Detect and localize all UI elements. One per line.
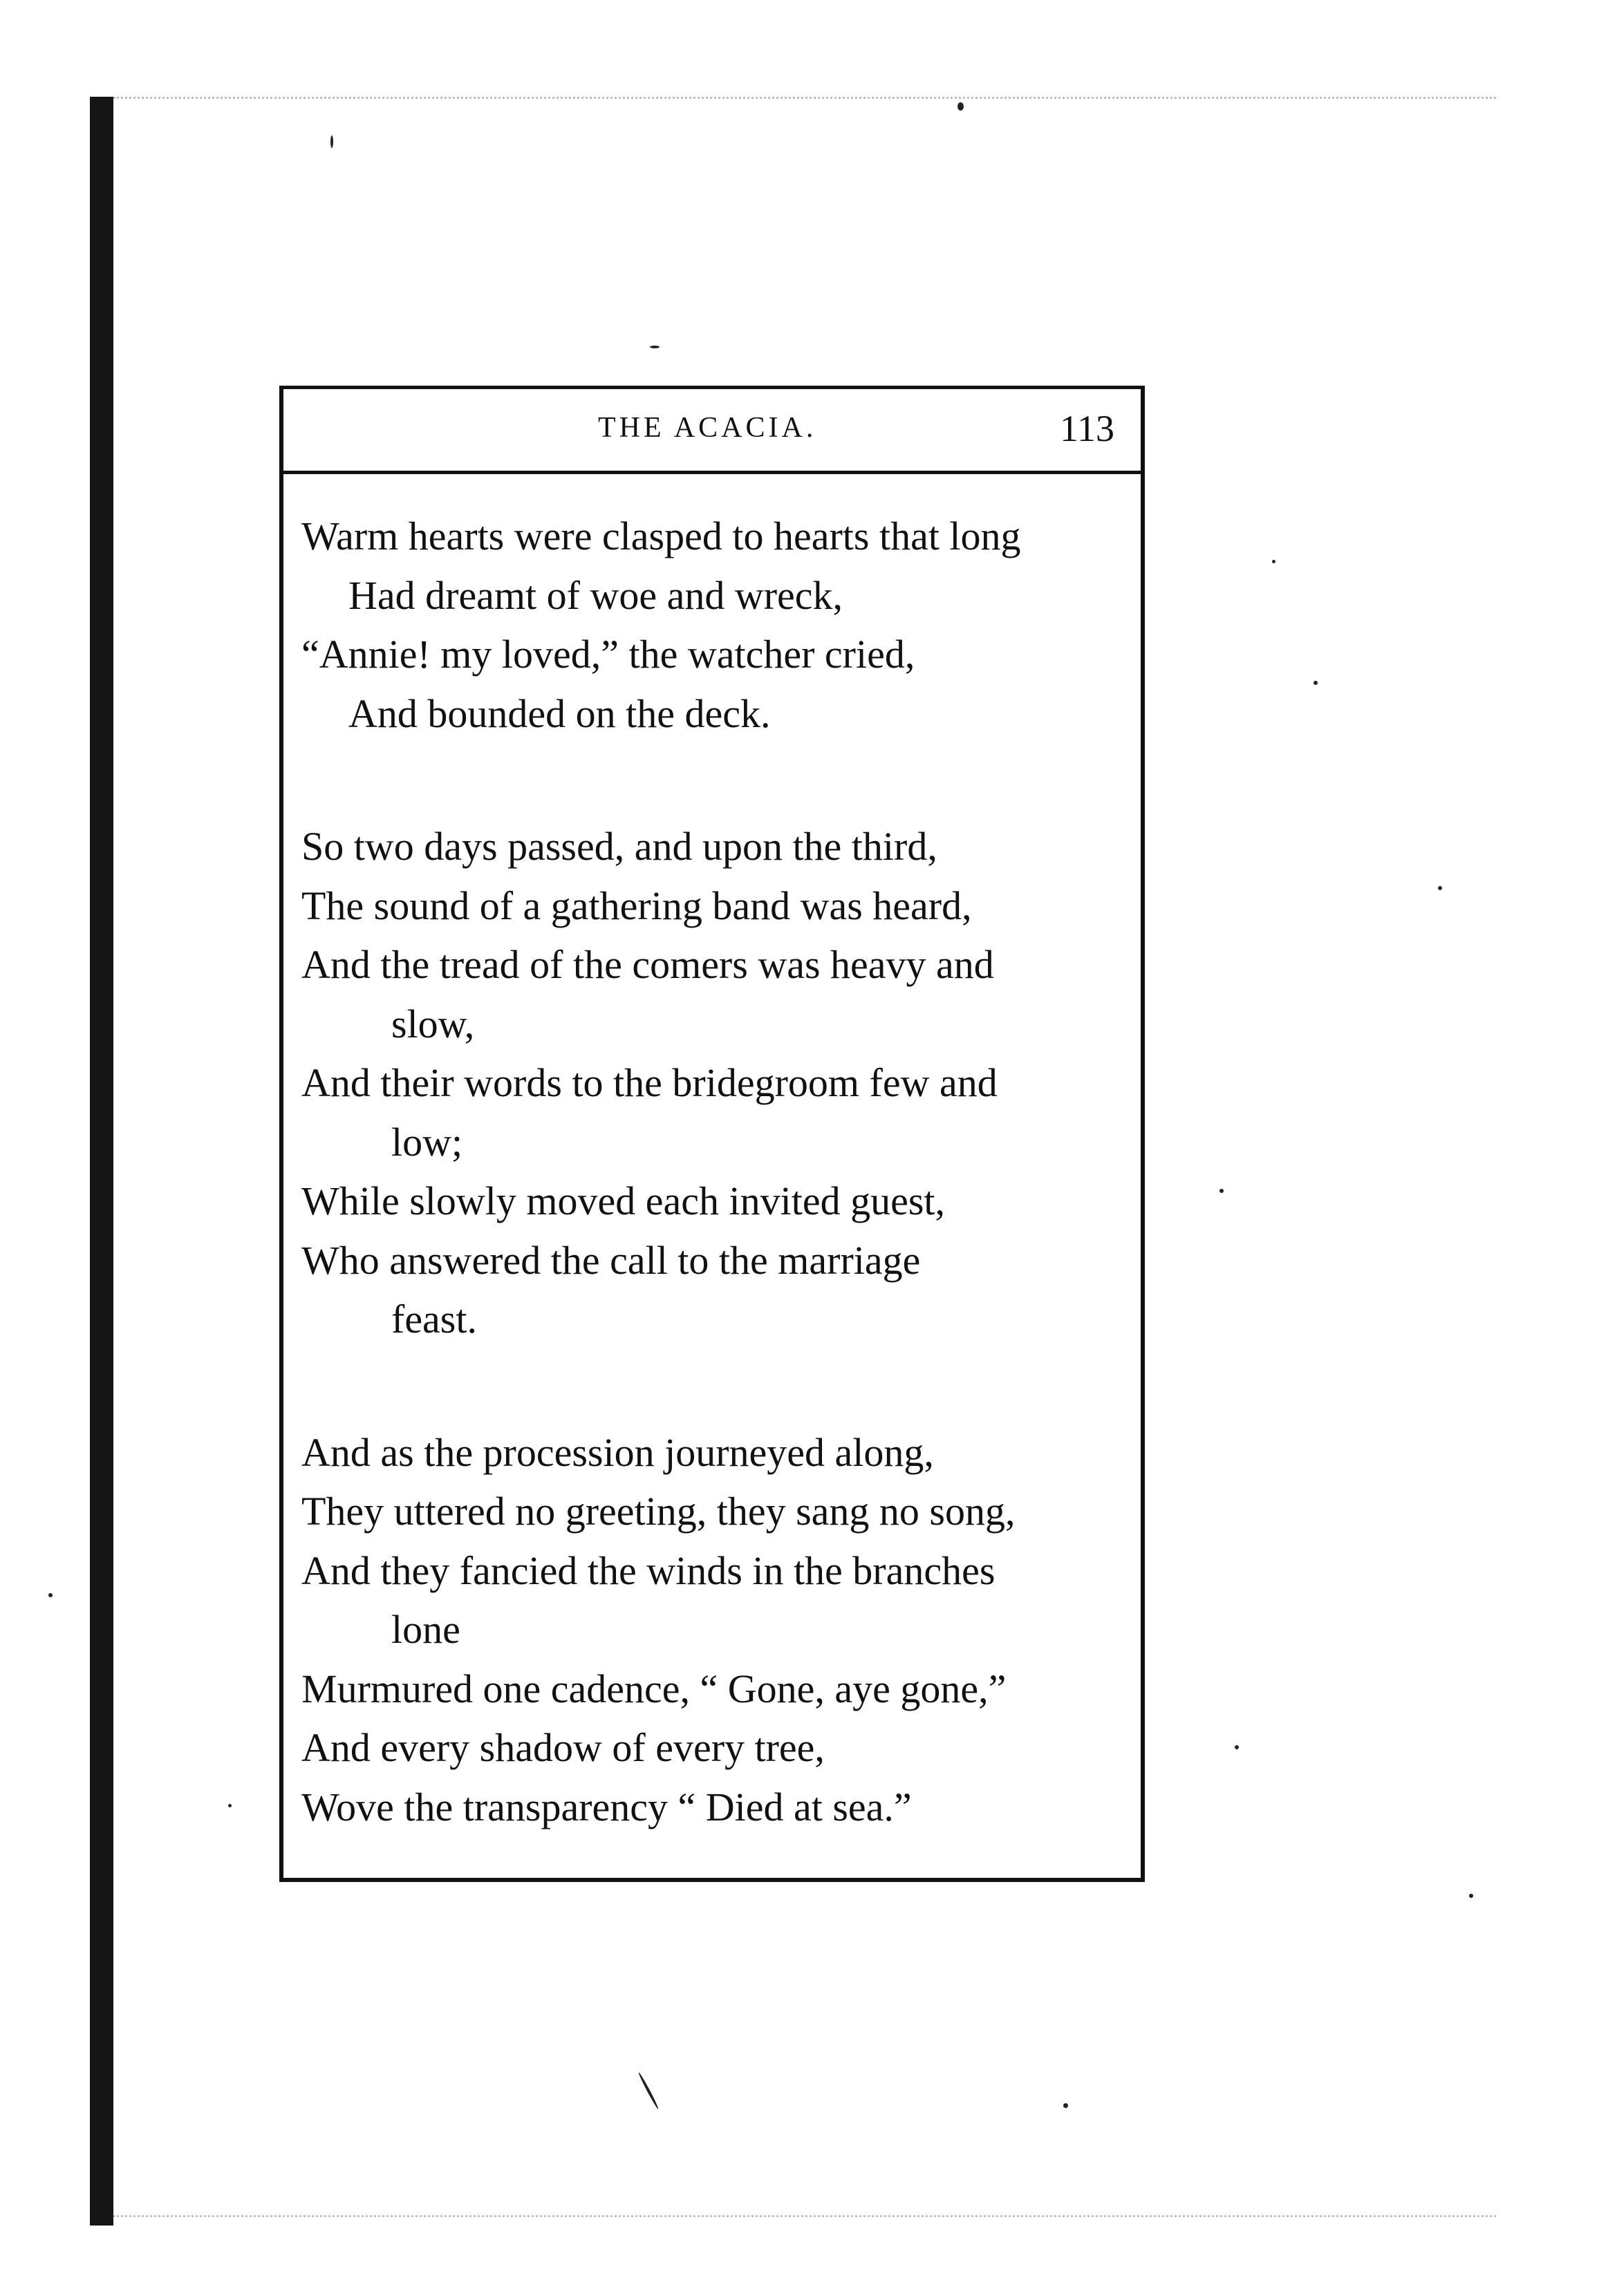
poem-line: Had dreamt of woe and wreck, — [348, 572, 843, 618]
poem-line: Warm hearts were clasped to hearts that long — [301, 514, 1021, 558]
stanza — [301, 817, 1138, 1349]
poem-line: And every shadow of every tree, — [301, 1725, 825, 1770]
scan-speck — [1438, 886, 1442, 890]
header-rule — [283, 471, 1141, 474]
poem-line: So two days passed, and upon the third, — [301, 824, 937, 869]
scan-speck — [1063, 2103, 1068, 2108]
book-spine-shadow — [90, 97, 113, 2226]
poem-line: While slowly moved each invited guest, — [301, 1178, 946, 1223]
scan-speck — [637, 2072, 660, 2110]
poem-line: And as the procession journeyed along, — [301, 1429, 934, 1475]
scan-speck — [650, 346, 660, 348]
poem-line: The sound of a gathering band was heard, — [301, 883, 972, 928]
page-bottom-edge — [113, 2215, 1496, 2217]
poem-line: slow, — [391, 1001, 475, 1046]
poem-line: They uttered no greeting, they sang no song, — [301, 1489, 1016, 1534]
page-number: 113 — [1060, 408, 1114, 449]
poem-line: Who answered the call to the marriage — [301, 1237, 921, 1283]
poem-line: lone — [391, 1607, 460, 1652]
scan-speck — [330, 135, 333, 148]
stanza — [301, 507, 1138, 743]
stanza — [301, 1423, 1138, 1837]
poem-line: Wove the transparency “ Died at sea.” — [301, 1784, 912, 1829]
scan-speck — [228, 1804, 232, 1807]
poem-line: And the tread of the comers was heavy and — [301, 942, 994, 987]
scan-speck — [1272, 560, 1275, 563]
scan-speck — [1235, 1745, 1239, 1749]
poem-body — [301, 507, 1138, 1836]
scan-speck — [1219, 1189, 1224, 1193]
page-top-edge — [113, 97, 1496, 99]
poem-line: low; — [391, 1119, 463, 1165]
running-head: THE ACACIA. — [598, 412, 817, 444]
poem-line: And they fancied the winds in the branches — [301, 1547, 996, 1593]
poem-line: And their words to the bridegroom few and — [301, 1060, 998, 1105]
scan-speck — [957, 102, 964, 111]
scan-speck — [1314, 681, 1318, 685]
poem-line: And bounded on the deck. — [348, 690, 771, 736]
poem-page-frame — [279, 386, 1145, 1882]
scan-speck — [1469, 1894, 1473, 1898]
poem-line: “Annie! my loved,” the watcher cried, — [301, 632, 915, 677]
poem-line: feast. — [391, 1297, 477, 1342]
scan-speck — [48, 1593, 53, 1597]
poem-line: Murmured one cadence, “ Gone, aye gone,” — [301, 1666, 1007, 1711]
